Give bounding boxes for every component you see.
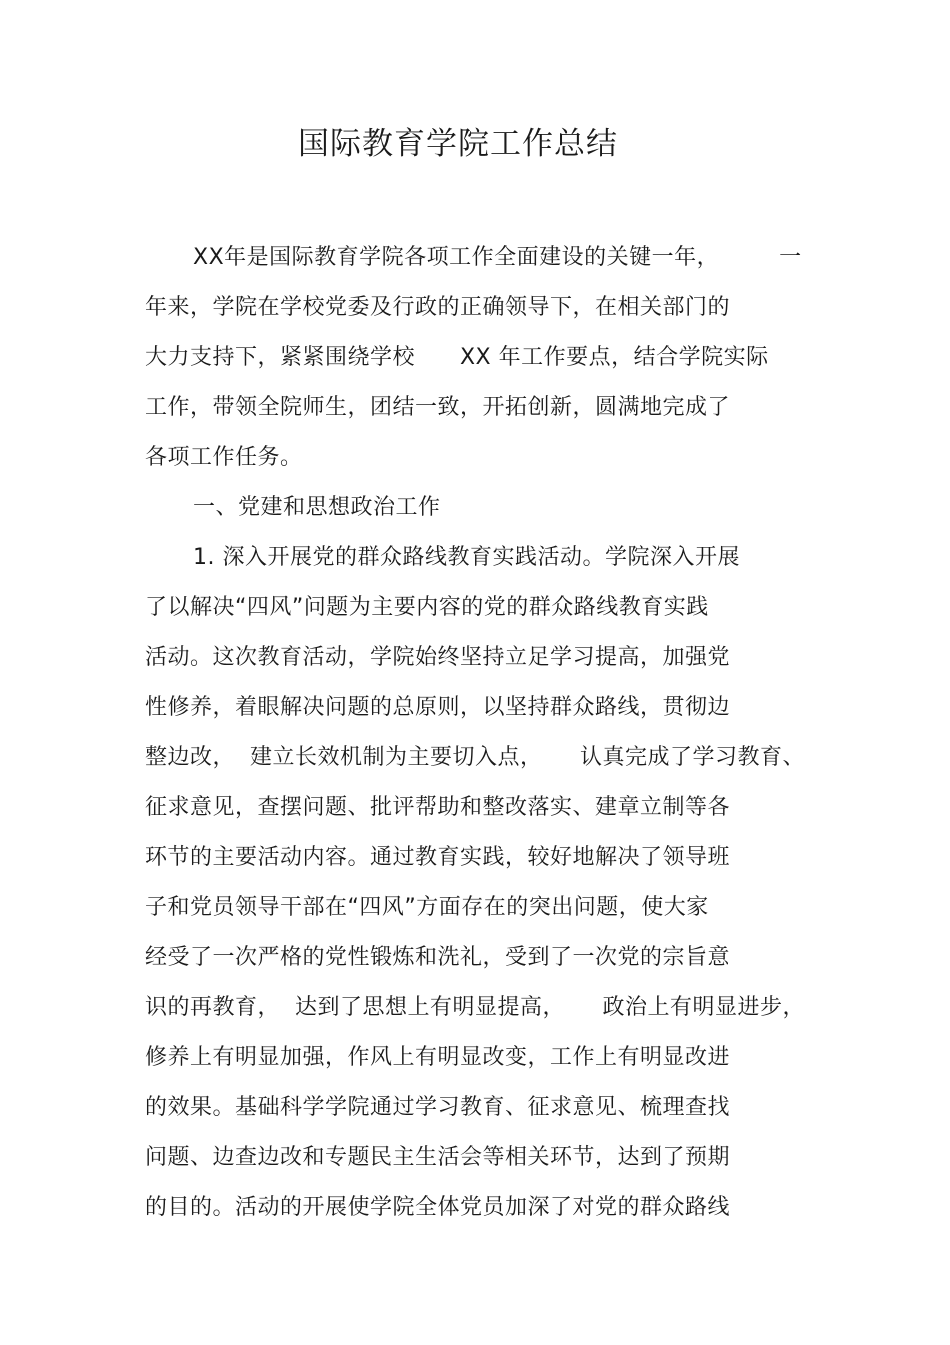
paragraph-line: 征求意见，查摆问题、批评帮助和整改落实、建章立制等各: [145, 795, 731, 820]
paragraph-line: 的效果。基础科学学院通过学习教育、征求意见、梳理查找: [145, 1095, 731, 1120]
paragraph-line: 了以解决“四风”问题为主要内容的党的群众路线教育实践: [145, 595, 709, 620]
paragraph-line: 经受了一次严格的党性锻炼和洗礼，受到了一次党的宗旨意: [145, 945, 731, 970]
paragraph-line: 各项工作任务。: [145, 445, 303, 470]
paragraph-line: XX年是国际教育学院各项工作全面建设的关键一年， 一: [193, 245, 802, 270]
paragraph-line: 活动。这次教育活动，学院始终坚持立足学习提高，加强党: [145, 645, 731, 670]
paragraph-line: 修养上有明显加强，作风上有明显改变，工作上有明显改进: [145, 1045, 731, 1070]
paragraph-line: 识的再教育， 达到了思想上有明显提高， 政治上有明显进步，: [145, 995, 805, 1020]
paragraph-line: 环节的主要活动内容。通过教育实践，较好地解决了领导班: [145, 845, 731, 870]
paragraph-line: 的目的。活动的开展使学院全体党员加深了对党的群众路线: [145, 1195, 731, 1220]
paragraph-line: 子和党员领导干部在“四风”方面存在的突出问题，使大家: [145, 895, 709, 920]
paragraph-line: 工作，带领全院师生，团结一致，开拓创新，圆满地完成了: [145, 395, 731, 420]
paragraph-line: 大力支持下，紧紧围绕学校 XX 年工作要点，结合学院实际: [145, 345, 769, 370]
paragraph-line: 性修养，着眼解决问题的总原则，以坚持群众路线，贯彻边: [145, 695, 731, 720]
paragraph-line: 1. 深入开展党的群众路线教育实践活动。学院深入开展: [193, 545, 740, 570]
section-heading: 一、党建和思想政治工作: [193, 495, 441, 520]
paragraph-line: 问题、边查边改和专题民主生活会等相关环节，达到了预期: [145, 1145, 731, 1170]
document-title: 国际教育学院工作总结: [298, 126, 618, 162]
paragraph-line: 年来，学院在学校党委及行政的正确领导下，在相关部门的: [145, 295, 731, 320]
paragraph-line: 整边改， 建立长效机制为主要切入点， 认真完成了学习教育、: [145, 745, 805, 770]
